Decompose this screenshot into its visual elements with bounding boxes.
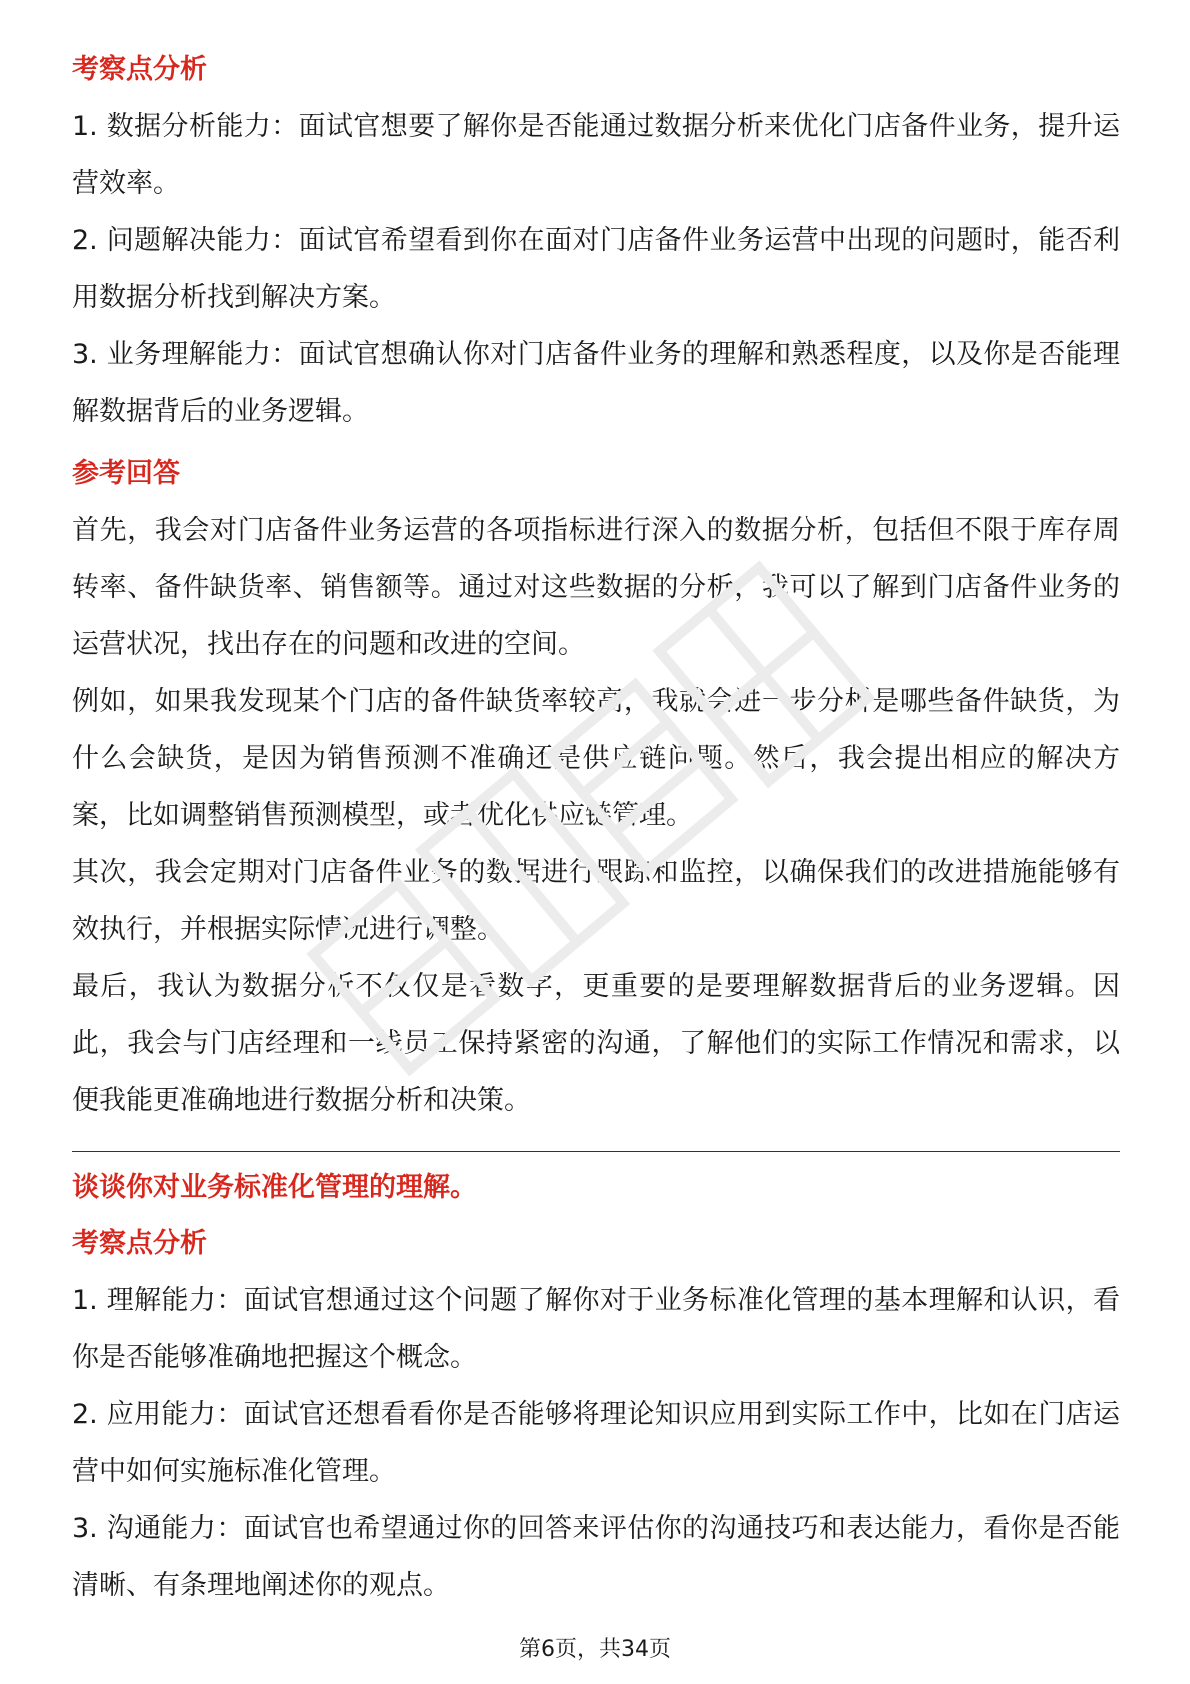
analysis-point: 3. 业务理解能力：面试官想确认你对门店备件业务的理解和熟悉程度，以及你是否能理解数据背后的业务逻辑。 (72, 339, 1120, 427)
answer-paragraph: 例如，如果我发现某个门店的备件缺货率较高，我就会进一步分析是哪些备件缺货，为什么会缺货，是因为销售预测不准确还是供应链问题。然后，我会提出相应的解决方案，比如调整销售预测模型，或者优化供应链管理。 (72, 686, 1120, 831)
answer-paragraph: 首先，我会对门店备件业务运营的各项指标进行深入的数据分析，包括但不限于库存周转率、备件缺货率、销售额等。通过对这些数据的分析，我可以了解到门店备件业务的运营状况，找出存在的问题和改进的空间。 (72, 515, 1120, 660)
analysis-point: 1. 理解能力：面试官想通过这个问题了解你对于业务标准化管理的基本理解和认识，看你是否能够准确地把握这个概念。 (72, 1285, 1120, 1373)
answer-paragraph: 其次，我会定期对门店备件业务的数据进行跟踪和监控，以确保我们的改进措施能够有效执行，并根据实际情况进行调整。 (72, 857, 1120, 945)
analysis-heading: 考察点分析 (72, 1228, 207, 1259)
answer-heading: 参考回答 (72, 458, 180, 489)
section-divider (72, 1151, 1120, 1152)
page-number: 第6页，共34页 (519, 1637, 671, 1662)
question-heading: 谈谈你对业务标准化管理的理解。 (72, 1172, 477, 1203)
analysis-heading: 考察点分析 (72, 54, 207, 85)
analysis-point: 2. 应用能力：面试官还想看看你是否能够将理论知识应用到实际工作中，比如在门店运营中如何实施标准化管理。 (72, 1399, 1120, 1487)
analysis-point: 3. 沟通能力：面试官也希望通过你的回答来评估你的沟通技巧和表达能力，看你是否能清晰、有条理地阐述你的观点。 (72, 1513, 1120, 1601)
analysis-point: 1. 数据分析能力：面试官想要了解你是否能通过数据分析来优化门店备件业务，提升运营效率。 (72, 111, 1120, 199)
answer-paragraph: 最后，我认为数据分析不仅仅是看数字，更重要的是要理解数据背后的业务逻辑。因此，我会与门店经理和一线员工保持紧密的沟通，了解他们的实际工作情况和需求，以便我能更准确地进行数据分析和决策。 (72, 971, 1120, 1116)
analysis-point: 2. 问题解决能力：面试官希望看到你在面对门店备件业务运营中出现的问题时，能否利用数据分析找到解决方案。 (72, 225, 1120, 313)
document-page (72, 48, 1120, 1614)
